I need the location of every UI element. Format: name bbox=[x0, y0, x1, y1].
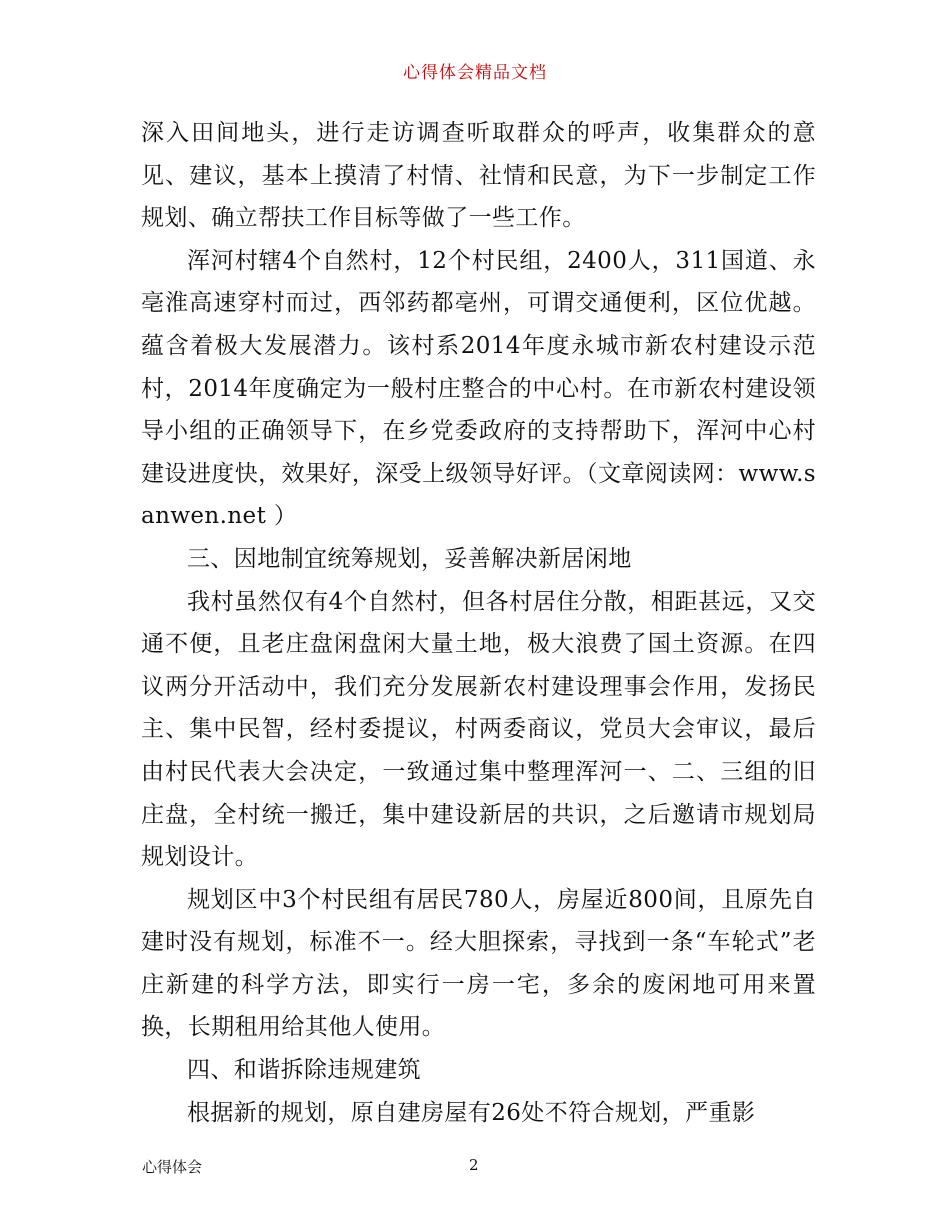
paragraph-continuation: 深入田间地头，进行走访调查听取群众的呼声，收集群众的意见、建议，基本上摸清了村情、社情和民意，为下一步制定工作规划、确立帮扶工作目标等做了一些工作。 bbox=[141, 120, 816, 232]
paragraph-demolition: 根据新的规划，原自建房屋有26处不符合规划，严重影 bbox=[187, 1099, 756, 1126]
paragraph-planning-area: 规划区中3个村民组有居民780人，房屋近800间，且原先自建时没有规划，标准不一。经大胆探索，寻找到一条“车轮式”老庄新建的科学方法，即实行一房一宅，多余的废闲地可用来置换，长期租用给其他人使用。 bbox=[141, 886, 816, 1041]
page-number: 2 bbox=[469, 1156, 479, 1174]
section-heading-4: 四、和谐拆除违规建筑 bbox=[187, 1057, 421, 1084]
paragraph-planning: 我村虽然仅有4个自然村，但各村居住分散，相距甚远，又交通不便，且老庄盘闲盘闲大量土地，极大浪费了国土资源。在四议两分开活动中，我们充分发展新农村建设理事会作用，发扬民主、集中民智，经村委提议，村两委商议，党员大会审议，最后由村民代表大会决定，一致通过集中整理浑河一、二、三组的旧庄盘，全村统一搬迁，集中建设新居的共识，之后邀请市规划局规划设计。 bbox=[141, 588, 816, 871]
page-header-title: 心得体会精品文档 bbox=[403, 63, 547, 83]
footer-label: 心得体会 bbox=[142, 1158, 203, 1176]
section-heading-3: 三、因地制宜统筹规划，妥善解决新居闲地 bbox=[187, 545, 632, 572]
document-body bbox=[141, 112, 816, 1134]
paragraph-village-overview: 浑河村辖4个自然村，12个村民组，2400人，311国道、永亳淮高速穿村而过，西邻药都亳州，可谓交通便利，区位优越。蕴含着极大发展潜力。该村系2014年度永城市新农村建设示范村，2014年度确定为一般村庄整合的中心村。在市新农村建设领导小组的正确领导下，在乡党委政府的支持帮助下，浑河中心村建设进度快，效果好，深受上级领导好评。（文章阅读网：www.sanwen.net ） bbox=[141, 247, 816, 530]
